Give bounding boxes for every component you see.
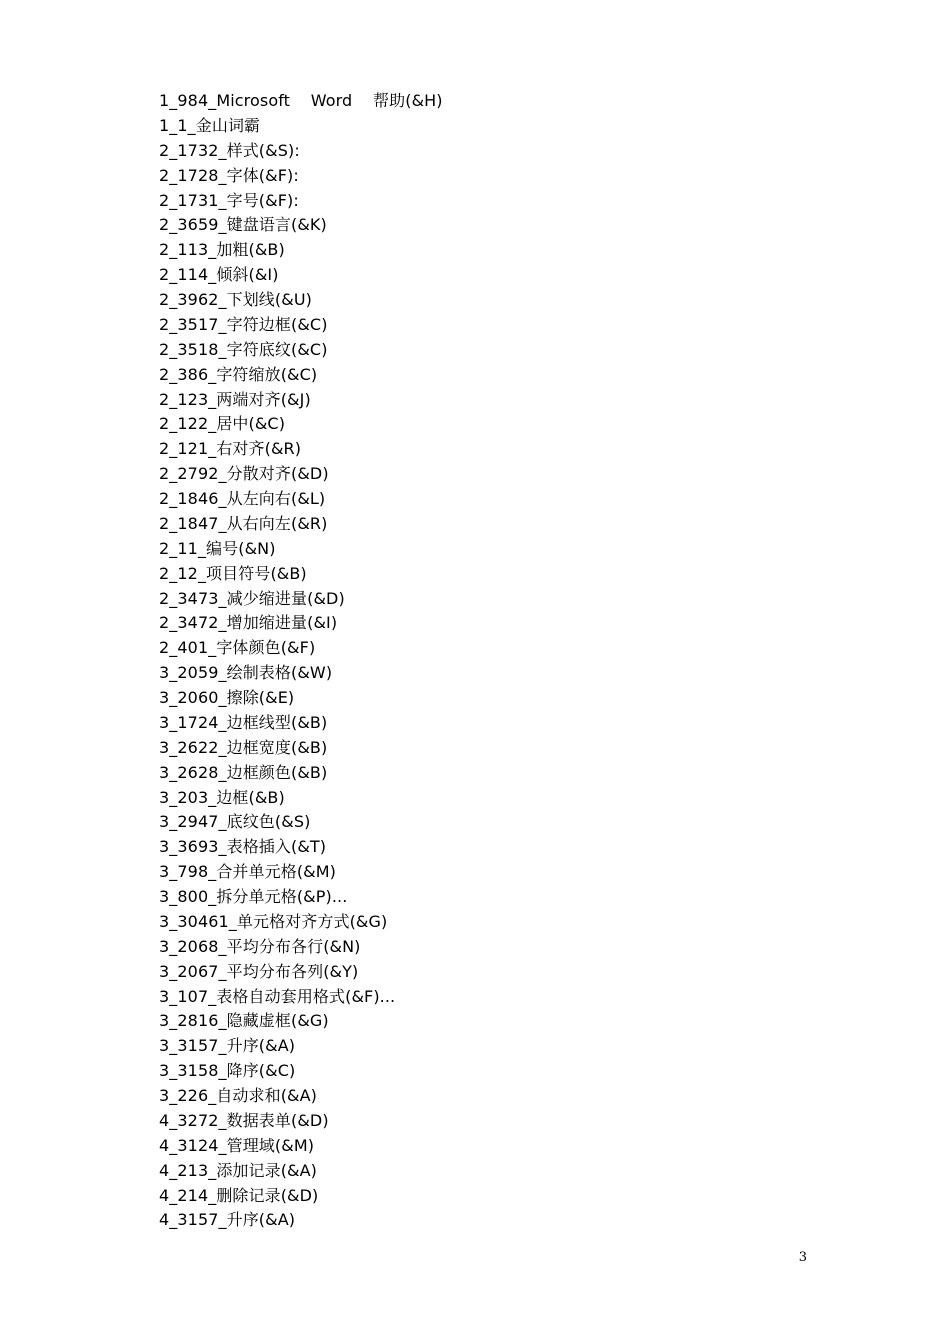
text-line: 3_3693_表格插入(&T) [159,837,327,857]
text-line: 2_113_加粗(&B) [159,240,285,260]
text-line: 3_800_拆分单元格(&P)... [159,887,348,906]
text-line: 3_2816_隐藏虚框(&G) [159,1011,329,1031]
text-line: 2_3659_键盘语言(&K) [159,215,327,235]
text-line: 3_2622_边框宽度(&B) [159,737,328,757]
text-line: 3_2068_平均分布各行(&N) [159,936,361,956]
text-line: 2_1731_字号(&F): [159,190,299,210]
text-line: 3_226_自动求和(&A) [159,1086,318,1105]
text-line: 3_107_表格自动套用格式(&F)... [159,986,396,1006]
text-line: 2_121_右对齐(&R) [159,439,302,459]
text-line: 3_2067_平均分布各列(&Y) [159,961,359,981]
text-line: 2_11_编号(&N) [159,538,276,558]
text-line: 1_984_Microsoft Word 帮助(&H) [159,91,443,110]
text-line: 2_123_两端对齐(&J) [159,389,311,409]
text-line: 3_3157_升序(&A) [159,1036,296,1056]
text-line: 3_3158_降序(&C) [159,1061,296,1081]
text-line: 3_30461_单元格对齐方式(&G) [159,911,388,931]
text-line: 3_2628_边框颜色(&B) [159,762,328,782]
text-line: 2_3472_增加缩进量(&I) [159,613,338,633]
text-line: 3_1724_边框线型(&B) [159,712,328,732]
text-line: 2_3518_字符底纹(&C) [159,339,328,359]
text-line: 2_1728_字体(&F): [159,165,299,185]
text-line: 2_2792_分散对齐(&D) [159,464,329,484]
text-line: 4_3272_数据表单(&D) [159,1110,329,1130]
text-line: 3_798_合并单元格(&M) [159,862,336,882]
text-line: 4_3124_管理域(&M) [159,1135,315,1155]
page-number: 3 [798,1250,807,1265]
text-line: 3_2947_底纹色(&S) [159,812,311,832]
text-line: 2_386_字符缩放(&C) [159,364,318,384]
text-line: 2_401_字体颜色(&F) [159,638,316,658]
text-line: 2_1732_样式(&S): [159,140,300,160]
text-line: 3_203_边框(&B) [159,787,285,807]
text-line: 2_1847_从右向左(&R) [159,513,328,533]
text-line: 2_12_项目符号(&B) [159,563,307,583]
text-line: 2_122_居中(&C) [159,414,286,434]
text-line: 2_1846_从左向右(&L) [159,489,326,508]
text-line: 2_3517_字符边框(&C) [159,314,328,334]
text-line: 1_1_金山词霸 [159,115,261,135]
text-line: 3_2060_擦除(&E) [159,688,295,707]
text-line: 4_3157_升序(&A) [159,1210,296,1230]
text-line: 2_3962_下划线(&U) [159,290,312,309]
text-line: 2_3473_减少缩进量(&D) [159,588,345,608]
text-lines [159,89,443,1233]
text-line: 2_114_倾斜(&I) [159,265,279,285]
text-line: 4_214_删除记录(&D) [159,1185,319,1205]
text-line: 3_2059_绘制表格(&W) [159,663,333,683]
text-line: 4_213_添加记录(&A) [159,1160,318,1180]
